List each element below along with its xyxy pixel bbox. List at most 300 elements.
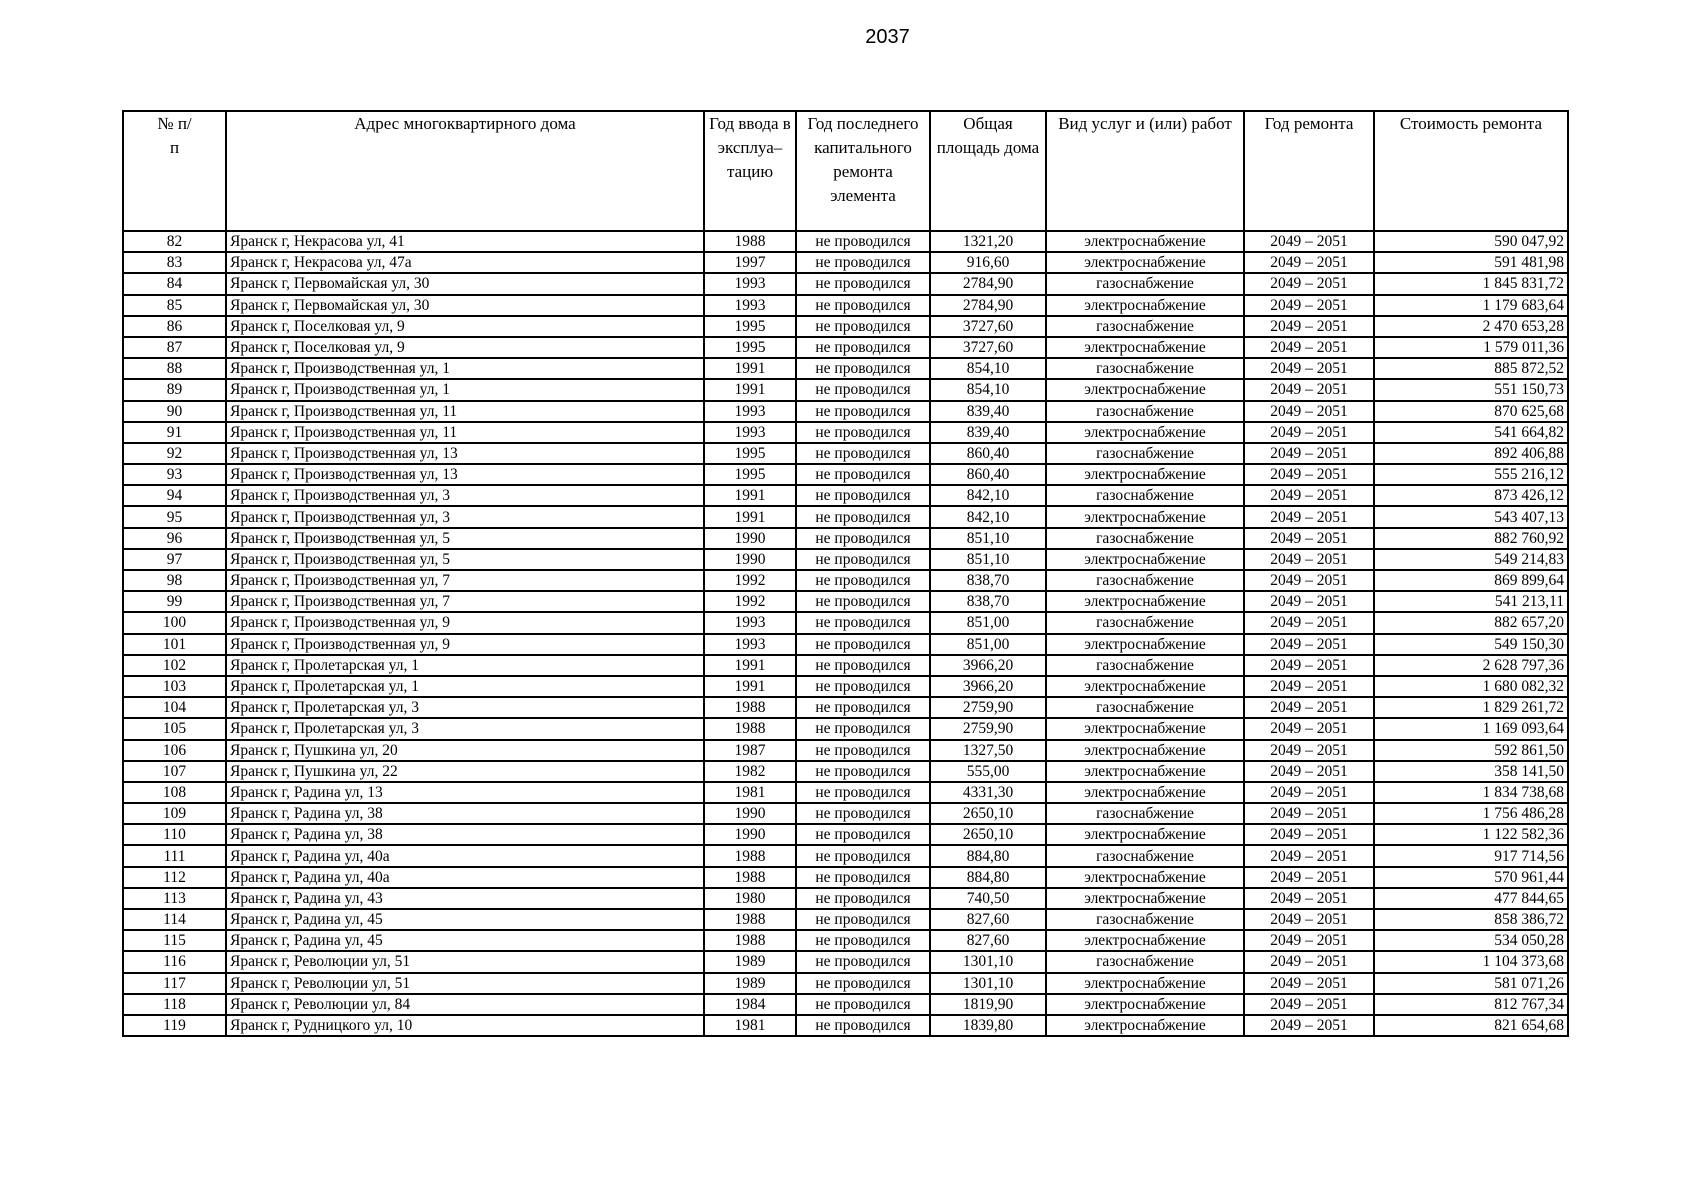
area-cell: 851,00 <box>930 612 1046 633</box>
area-cell: 851,10 <box>930 528 1046 549</box>
row-number: 90 <box>123 401 226 422</box>
repair-period-cell: 2049 – 2051 <box>1244 231 1374 252</box>
service-type-cell: электроснабжение <box>1046 295 1244 316</box>
repair-cost-cell: 858 386,72 <box>1374 909 1568 930</box>
repair-period-cell: 2049 – 2051 <box>1244 909 1374 930</box>
year-built-cell: 1982 <box>704 761 796 782</box>
address-cell: Яранск г, Производственная ул, 1 <box>226 379 704 400</box>
service-type-cell: газоснабжение <box>1046 909 1244 930</box>
row-number: 102 <box>123 655 226 676</box>
repair-period-cell: 2049 – 2051 <box>1244 676 1374 697</box>
table-row <box>123 506 1568 527</box>
row-number: 106 <box>123 740 226 761</box>
last-repair-cell: не проводился <box>796 824 930 845</box>
year-built-cell: 1995 <box>704 464 796 485</box>
repair-cost-cell: 1 179 683,64 <box>1374 295 1568 316</box>
repair-period-cell: 2049 – 2051 <box>1244 337 1374 358</box>
repair-period-cell: 2049 – 2051 <box>1244 845 1374 866</box>
year-built-cell: 1991 <box>704 676 796 697</box>
repair-period-cell: 2049 – 2051 <box>1244 273 1374 294</box>
row-number: 100 <box>123 612 226 633</box>
area-cell: 2784,90 <box>930 295 1046 316</box>
table-row <box>123 634 1568 655</box>
row-number: 113 <box>123 888 226 909</box>
address-cell: Яранск г, Производственная ул, 3 <box>226 506 704 527</box>
row-number: 105 <box>123 718 226 739</box>
area-cell: 916,60 <box>930 252 1046 273</box>
service-type-cell: газоснабжение <box>1046 655 1244 676</box>
last-repair-cell: не проводился <box>796 316 930 337</box>
header-repair-cost: Стоимость ремонта <box>1374 111 1568 231</box>
year-built-cell: 1997 <box>704 252 796 273</box>
area-cell: 884,80 <box>930 867 1046 888</box>
area-cell: 4331,30 <box>930 782 1046 803</box>
last-repair-cell: не проводился <box>796 803 930 824</box>
table-row <box>123 930 1568 951</box>
table-row <box>123 782 1568 803</box>
area-cell: 854,10 <box>930 358 1046 379</box>
year-built-cell: 1995 <box>704 316 796 337</box>
last-repair-cell: не проводился <box>796 485 930 506</box>
repair-cost-cell: 581 071,26 <box>1374 973 1568 994</box>
area-cell: 827,60 <box>930 909 1046 930</box>
year-built-cell: 1984 <box>704 994 796 1015</box>
repair-cost-cell: 892 406,88 <box>1374 443 1568 464</box>
address-cell: Яранск г, Радина ул, 38 <box>226 824 704 845</box>
address-cell: Яранск г, Производственная ул, 11 <box>226 422 704 443</box>
repair-cost-cell: 592 861,50 <box>1374 740 1568 761</box>
table-row <box>123 528 1568 549</box>
repair-period-cell: 2049 – 2051 <box>1244 252 1374 273</box>
repair-period-cell: 2049 – 2051 <box>1244 761 1374 782</box>
address-cell: Яранск г, Пролетарская ул, 3 <box>226 697 704 718</box>
table-row <box>123 951 1568 972</box>
last-repair-cell: не проводился <box>796 655 930 676</box>
repair-cost-cell: 870 625,68 <box>1374 401 1568 422</box>
table-row <box>123 549 1568 570</box>
table-row <box>123 761 1568 782</box>
repair-cost-cell: 551 150,73 <box>1374 379 1568 400</box>
address-cell: Яранск г, Поселковая ул, 9 <box>226 337 704 358</box>
table-row <box>123 570 1568 591</box>
service-type-cell: электроснабжение <box>1046 824 1244 845</box>
row-number: 95 <box>123 506 226 527</box>
area-cell: 1301,10 <box>930 973 1046 994</box>
header-repair-period: Год ремонта <box>1244 111 1374 231</box>
address-cell: Яранск г, Радина ул, 45 <box>226 930 704 951</box>
row-number: 114 <box>123 909 226 930</box>
address-cell: Яранск г, Пушкина ул, 20 <box>226 740 704 761</box>
last-repair-cell: не проводился <box>796 358 930 379</box>
row-number: 88 <box>123 358 226 379</box>
repair-period-cell: 2049 – 2051 <box>1244 740 1374 761</box>
header-service-type: Вид услуг и (или) работ <box>1046 111 1244 231</box>
repair-cost-cell: 543 407,13 <box>1374 506 1568 527</box>
row-number: 111 <box>123 845 226 866</box>
table-row <box>123 655 1568 676</box>
area-cell: 3727,60 <box>930 316 1046 337</box>
repair-cost-cell: 873 426,12 <box>1374 485 1568 506</box>
row-number: 119 <box>123 1015 226 1036</box>
address-cell: Яранск г, Производственная ул, 5 <box>226 549 704 570</box>
table-header <box>123 111 1568 231</box>
year-built-cell: 1988 <box>704 867 796 888</box>
year-built-cell: 1988 <box>704 909 796 930</box>
year-built-cell: 1991 <box>704 485 796 506</box>
area-cell: 740,50 <box>930 888 1046 909</box>
year-built-cell: 1988 <box>704 845 796 866</box>
table-row <box>123 612 1568 633</box>
last-repair-cell: не проводился <box>796 973 930 994</box>
repair-cost-cell: 549 214,83 <box>1374 549 1568 570</box>
service-type-cell: электроснабжение <box>1046 740 1244 761</box>
service-type-cell: газоснабжение <box>1046 358 1244 379</box>
last-repair-cell: не проводился <box>796 422 930 443</box>
row-number: 99 <box>123 591 226 612</box>
repair-cost-cell: 821 654,68 <box>1374 1015 1568 1036</box>
year-built-cell: 1993 <box>704 634 796 655</box>
service-type-cell: электроснабжение <box>1046 718 1244 739</box>
table-row <box>123 676 1568 697</box>
area-cell: 1301,10 <box>930 951 1046 972</box>
last-repair-cell: не проводился <box>796 549 930 570</box>
repair-period-cell: 2049 – 2051 <box>1244 634 1374 655</box>
repair-cost-cell: 534 050,28 <box>1374 930 1568 951</box>
address-cell: Яранск г, Первомайская ул, 30 <box>226 295 704 316</box>
year-built-cell: 1988 <box>704 697 796 718</box>
address-cell: Яранск г, Пролетарская ул, 1 <box>226 676 704 697</box>
last-repair-cell: не проводился <box>796 570 930 591</box>
area-cell: 860,40 <box>930 443 1046 464</box>
last-repair-cell: не проводился <box>796 231 930 252</box>
header-year-built: Год ввода в эксплуа–тацию <box>704 111 796 231</box>
last-repair-cell: не проводился <box>796 401 930 422</box>
repair-period-cell: 2049 – 2051 <box>1244 718 1374 739</box>
repair-cost-cell: 2 628 797,36 <box>1374 655 1568 676</box>
area-cell: 854,10 <box>930 379 1046 400</box>
repair-cost-cell: 882 760,92 <box>1374 528 1568 549</box>
repair-cost-cell: 1 756 486,28 <box>1374 803 1568 824</box>
repair-period-cell: 2049 – 2051 <box>1244 867 1374 888</box>
table-row <box>123 591 1568 612</box>
area-cell: 851,00 <box>930 634 1046 655</box>
last-repair-cell: не проводился <box>796 379 930 400</box>
row-number: 103 <box>123 676 226 697</box>
service-type-cell: электроснабжение <box>1046 252 1244 273</box>
year-built-cell: 1992 <box>704 591 796 612</box>
area-cell: 1321,20 <box>930 231 1046 252</box>
area-cell: 3966,20 <box>930 655 1046 676</box>
last-repair-cell: не проводился <box>796 930 930 951</box>
service-type-cell: газоснабжение <box>1046 273 1244 294</box>
last-repair-cell: не проводился <box>796 782 930 803</box>
row-number: 93 <box>123 464 226 485</box>
table-row <box>123 401 1568 422</box>
address-cell: Яранск г, Производственная ул, 7 <box>226 570 704 591</box>
repair-period-cell: 2049 – 2051 <box>1244 782 1374 803</box>
service-type-cell: газоснабжение <box>1046 697 1244 718</box>
year-built-cell: 1987 <box>704 740 796 761</box>
year-built-cell: 1995 <box>704 443 796 464</box>
repair-cost-cell: 812 767,34 <box>1374 994 1568 1015</box>
last-repair-cell: не проводился <box>796 697 930 718</box>
repair-period-cell: 2049 – 2051 <box>1244 930 1374 951</box>
repair-schedule-table <box>122 110 1569 1037</box>
area-cell: 1819,90 <box>930 994 1046 1015</box>
row-number: 84 <box>123 273 226 294</box>
row-number: 118 <box>123 994 226 1015</box>
row-number: 117 <box>123 973 226 994</box>
year-built-cell: 1993 <box>704 612 796 633</box>
repair-period-cell: 2049 – 2051 <box>1244 570 1374 591</box>
service-type-cell: электроснабжение <box>1046 994 1244 1015</box>
repair-cost-cell: 1 834 738,68 <box>1374 782 1568 803</box>
service-type-cell: газоснабжение <box>1046 443 1244 464</box>
address-cell: Яранск г, Революции ул, 51 <box>226 951 704 972</box>
table-row <box>123 273 1568 294</box>
last-repair-cell: не проводился <box>796 443 930 464</box>
table-row <box>123 252 1568 273</box>
address-cell: Яранск г, Революции ул, 51 <box>226 973 704 994</box>
repair-period-cell: 2049 – 2051 <box>1244 295 1374 316</box>
row-number: 91 <box>123 422 226 443</box>
address-cell: Яранск г, Радина ул, 38 <box>226 803 704 824</box>
service-type-cell: электроснабжение <box>1046 1015 1244 1036</box>
address-cell: Яранск г, Пролетарская ул, 3 <box>226 718 704 739</box>
table-row <box>123 888 1568 909</box>
area-cell: 1327,50 <box>930 740 1046 761</box>
service-type-cell: электроснабжение <box>1046 549 1244 570</box>
row-number: 108 <box>123 782 226 803</box>
service-type-cell: газоснабжение <box>1046 316 1244 337</box>
year-built-cell: 1991 <box>704 655 796 676</box>
address-cell: Яранск г, Производственная ул, 7 <box>226 591 704 612</box>
last-repair-cell: не проводился <box>796 994 930 1015</box>
year-built-cell: 1989 <box>704 973 796 994</box>
last-repair-cell: не проводился <box>796 295 930 316</box>
table-row <box>123 845 1568 866</box>
area-cell: 555,00 <box>930 761 1046 782</box>
area-cell: 1839,80 <box>930 1015 1046 1036</box>
address-cell: Яранск г, Радина ул, 43 <box>226 888 704 909</box>
address-cell: Яранск г, Поселковая ул, 9 <box>226 316 704 337</box>
repair-cost-cell: 1 579 011,36 <box>1374 337 1568 358</box>
table-row <box>123 803 1568 824</box>
header-last-repair-year: Год последнего капитального ремонта элемента <box>796 111 930 231</box>
address-cell: Яранск г, Радина ул, 40а <box>226 867 704 888</box>
last-repair-cell: не проводился <box>796 951 930 972</box>
area-cell: 839,40 <box>930 422 1046 443</box>
year-built-cell: 1995 <box>704 337 796 358</box>
table-row <box>123 485 1568 506</box>
repair-cost-cell: 541 664,82 <box>1374 422 1568 443</box>
year-built-cell: 1981 <box>704 1015 796 1036</box>
area-cell: 2759,90 <box>930 697 1046 718</box>
row-number: 101 <box>123 634 226 655</box>
year-built-cell: 1993 <box>704 295 796 316</box>
last-repair-cell: не проводился <box>796 888 930 909</box>
area-cell: 2759,90 <box>930 718 1046 739</box>
service-type-cell: электроснабжение <box>1046 888 1244 909</box>
service-type-cell: электроснабжение <box>1046 231 1244 252</box>
year-built-cell: 1990 <box>704 803 796 824</box>
table-row <box>123 740 1568 761</box>
year-built-cell: 1990 <box>704 824 796 845</box>
repair-period-cell: 2049 – 2051 <box>1244 994 1374 1015</box>
area-cell: 839,40 <box>930 401 1046 422</box>
last-repair-cell: не проводился <box>796 845 930 866</box>
repair-cost-cell: 591 481,98 <box>1374 252 1568 273</box>
last-repair-cell: не проводился <box>796 273 930 294</box>
service-type-cell: электроснабжение <box>1046 591 1244 612</box>
area-cell: 2784,90 <box>930 273 1046 294</box>
row-number: 92 <box>123 443 226 464</box>
repair-period-cell: 2049 – 2051 <box>1244 485 1374 506</box>
year-built-cell: 1990 <box>704 549 796 570</box>
repair-cost-cell: 555 216,12 <box>1374 464 1568 485</box>
year-built-cell: 1992 <box>704 570 796 591</box>
address-cell: Яранск г, Некрасова ул, 47а <box>226 252 704 273</box>
last-repair-cell: не проводился <box>796 612 930 633</box>
address-cell: Яранск г, Производственная ул, 1 <box>226 358 704 379</box>
year-built-cell: 1988 <box>704 930 796 951</box>
last-repair-cell: не проводился <box>796 528 930 549</box>
repair-cost-cell: 2 470 653,28 <box>1374 316 1568 337</box>
table-body <box>123 231 1568 1036</box>
repair-cost-cell: 882 657,20 <box>1374 612 1568 633</box>
service-type-cell: газоснабжение <box>1046 570 1244 591</box>
address-cell: Яранск г, Производственная ул, 3 <box>226 485 704 506</box>
address-cell: Яранск г, Пролетарская ул, 1 <box>226 655 704 676</box>
repair-period-cell: 2049 – 2051 <box>1244 379 1374 400</box>
address-cell: Яранск г, Радина ул, 45 <box>226 909 704 930</box>
year-built-cell: 1991 <box>704 506 796 527</box>
address-cell: Яранск г, Революции ул, 84 <box>226 994 704 1015</box>
last-repair-cell: не проводился <box>796 337 930 358</box>
area-cell: 842,10 <box>930 506 1046 527</box>
table-row <box>123 464 1568 485</box>
service-type-cell: газоснабжение <box>1046 951 1244 972</box>
year-built-cell: 1988 <box>704 231 796 252</box>
last-repair-cell: не проводился <box>796 761 930 782</box>
address-cell: Яранск г, Производственная ул, 11 <box>226 401 704 422</box>
service-type-cell: газоснабжение <box>1046 612 1244 633</box>
row-number: 87 <box>123 337 226 358</box>
repair-cost-cell: 1 680 082,32 <box>1374 676 1568 697</box>
year-built-cell: 1990 <box>704 528 796 549</box>
area-cell: 860,40 <box>930 464 1046 485</box>
service-type-cell: электроснабжение <box>1046 506 1244 527</box>
address-cell: Яранск г, Производственная ул, 13 <box>226 443 704 464</box>
service-type-cell: электроснабжение <box>1046 930 1244 951</box>
repair-period-cell: 2049 – 2051 <box>1244 697 1374 718</box>
repair-period-cell: 2049 – 2051 <box>1244 951 1374 972</box>
repair-period-cell: 2049 – 2051 <box>1244 824 1374 845</box>
row-number: 97 <box>123 549 226 570</box>
address-cell: Яранск г, Пушкина ул, 22 <box>226 761 704 782</box>
row-number: 107 <box>123 761 226 782</box>
table-row <box>123 358 1568 379</box>
address-cell: Яранск г, Производственная ул, 5 <box>226 528 704 549</box>
service-type-cell: электроснабжение <box>1046 464 1244 485</box>
address-cell: Яранск г, Первомайская ул, 30 <box>226 273 704 294</box>
service-type-cell: электроснабжение <box>1046 867 1244 888</box>
header-row <box>123 111 1568 231</box>
last-repair-cell: не проводился <box>796 506 930 527</box>
address-cell: Яранск г, Некрасова ул, 41 <box>226 231 704 252</box>
service-type-cell: электроснабжение <box>1046 379 1244 400</box>
repair-cost-cell: 1 829 261,72 <box>1374 697 1568 718</box>
table-row <box>123 443 1568 464</box>
header-total-area: Общая площадь дома <box>930 111 1046 231</box>
area-cell: 838,70 <box>930 591 1046 612</box>
row-number: 96 <box>123 528 226 549</box>
repair-period-cell: 2049 – 2051 <box>1244 973 1374 994</box>
area-cell: 851,10 <box>930 549 1046 570</box>
last-repair-cell: не проводился <box>796 867 930 888</box>
service-type-cell: электроснабжение <box>1046 782 1244 803</box>
repair-period-cell: 2049 – 2051 <box>1244 549 1374 570</box>
row-number: 83 <box>123 252 226 273</box>
last-repair-cell: не проводился <box>796 676 930 697</box>
row-number: 104 <box>123 697 226 718</box>
year-built-cell: 1993 <box>704 401 796 422</box>
repair-period-cell: 2049 – 2051 <box>1244 464 1374 485</box>
last-repair-cell: не проводился <box>796 464 930 485</box>
last-repair-cell: не проводился <box>796 718 930 739</box>
year-built-cell: 1993 <box>704 273 796 294</box>
table-row <box>123 909 1568 930</box>
table-row <box>123 824 1568 845</box>
address-cell: Яранск г, Радина ул, 40а <box>226 845 704 866</box>
year-built-cell: 1993 <box>704 422 796 443</box>
repair-period-cell: 2049 – 2051 <box>1244 803 1374 824</box>
service-type-cell: газоснабжение <box>1046 803 1244 824</box>
repair-cost-cell: 1 122 582,36 <box>1374 824 1568 845</box>
repair-period-cell: 2049 – 2051 <box>1244 422 1374 443</box>
repair-cost-cell: 869 899,64 <box>1374 570 1568 591</box>
area-cell: 2650,10 <box>930 803 1046 824</box>
row-number: 89 <box>123 379 226 400</box>
repair-cost-cell: 541 213,11 <box>1374 591 1568 612</box>
table-row <box>123 697 1568 718</box>
repair-cost-cell: 1 104 373,68 <box>1374 951 1568 972</box>
year-built-cell: 1991 <box>704 379 796 400</box>
service-type-cell: электроснабжение <box>1046 761 1244 782</box>
year-built-cell: 1989 <box>704 951 796 972</box>
repair-period-cell: 2049 – 2051 <box>1244 888 1374 909</box>
last-repair-cell: не проводился <box>796 634 930 655</box>
repair-cost-cell: 549 150,30 <box>1374 634 1568 655</box>
area-cell: 838,70 <box>930 570 1046 591</box>
service-type-cell: электроснабжение <box>1046 634 1244 655</box>
service-type-cell: электроснабжение <box>1046 973 1244 994</box>
page-number: 2037 <box>865 26 910 48</box>
row-number: 116 <box>123 951 226 972</box>
area-cell: 827,60 <box>930 930 1046 951</box>
repair-period-cell: 2049 – 2051 <box>1244 528 1374 549</box>
year-built-cell: 1991 <box>704 358 796 379</box>
last-repair-cell: не проводился <box>796 740 930 761</box>
service-type-cell: газоснабжение <box>1046 845 1244 866</box>
last-repair-cell: не проводился <box>796 252 930 273</box>
service-type-cell: электроснабжение <box>1046 422 1244 443</box>
area-cell: 842,10 <box>930 485 1046 506</box>
repair-period-cell: 2049 – 2051 <box>1244 401 1374 422</box>
year-built-cell: 1988 <box>704 718 796 739</box>
repair-cost-cell: 917 714,56 <box>1374 845 1568 866</box>
table-row <box>123 422 1568 443</box>
